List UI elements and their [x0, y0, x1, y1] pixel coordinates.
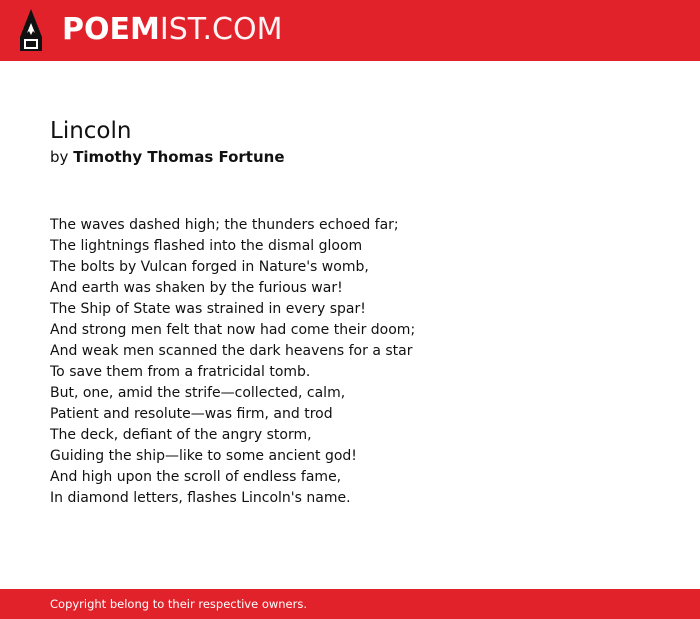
logo-bold-text: POEM: [62, 12, 160, 47]
poem-line: The waves dashed high; the thunders echoed far;: [50, 217, 399, 233]
site-logo[interactable]: [62, 12, 282, 48]
poem-line: To save them from a fratricidal tomb.: [50, 364, 311, 380]
poem-line: And strong men felt that now had come their doom;: [50, 322, 416, 338]
poem-body: [50, 215, 650, 509]
poem-container: [50, 116, 650, 509]
poem-line: The deck, defiant of the angry storm,: [50, 427, 312, 443]
poem-line: The Ship of State was strained in every spar!: [50, 301, 366, 317]
copyright-notice: Copyright belong to their respective owners.: [50, 597, 308, 611]
poem-title: Lincoln: [50, 118, 132, 144]
site-footer: [0, 589, 700, 619]
poem-line: In diamond letters, flashes Lincoln's name.: [50, 490, 351, 506]
poem-line: The bolts by Vulcan forged in Nature's womb,: [50, 259, 369, 275]
poem-line: The lightnings flashed into the dismal gloom: [50, 238, 363, 254]
by-label: by: [50, 148, 69, 166]
poem-author: Timothy Thomas Fortune: [73, 148, 285, 166]
poem-line: And high upon the scroll of endless fame,: [50, 469, 342, 485]
poem-line: And earth was shaken by the furious war!: [50, 280, 343, 296]
site-header: [0, 0, 700, 61]
poem-line: Patient and resolute—was firm, and trod: [50, 406, 333, 422]
poem-byline: [50, 147, 650, 167]
poem-line: Guiding the ship—like to some ancient god!: [50, 448, 357, 464]
poem-line: And weak men scanned the dark heavens for a star: [50, 343, 413, 359]
pencil-tip-icon[interactable]: [18, 9, 44, 51]
poem-line: But, one, amid the strife—collected, calm,: [50, 385, 346, 401]
logo-light-text: IST.COM: [159, 12, 283, 47]
